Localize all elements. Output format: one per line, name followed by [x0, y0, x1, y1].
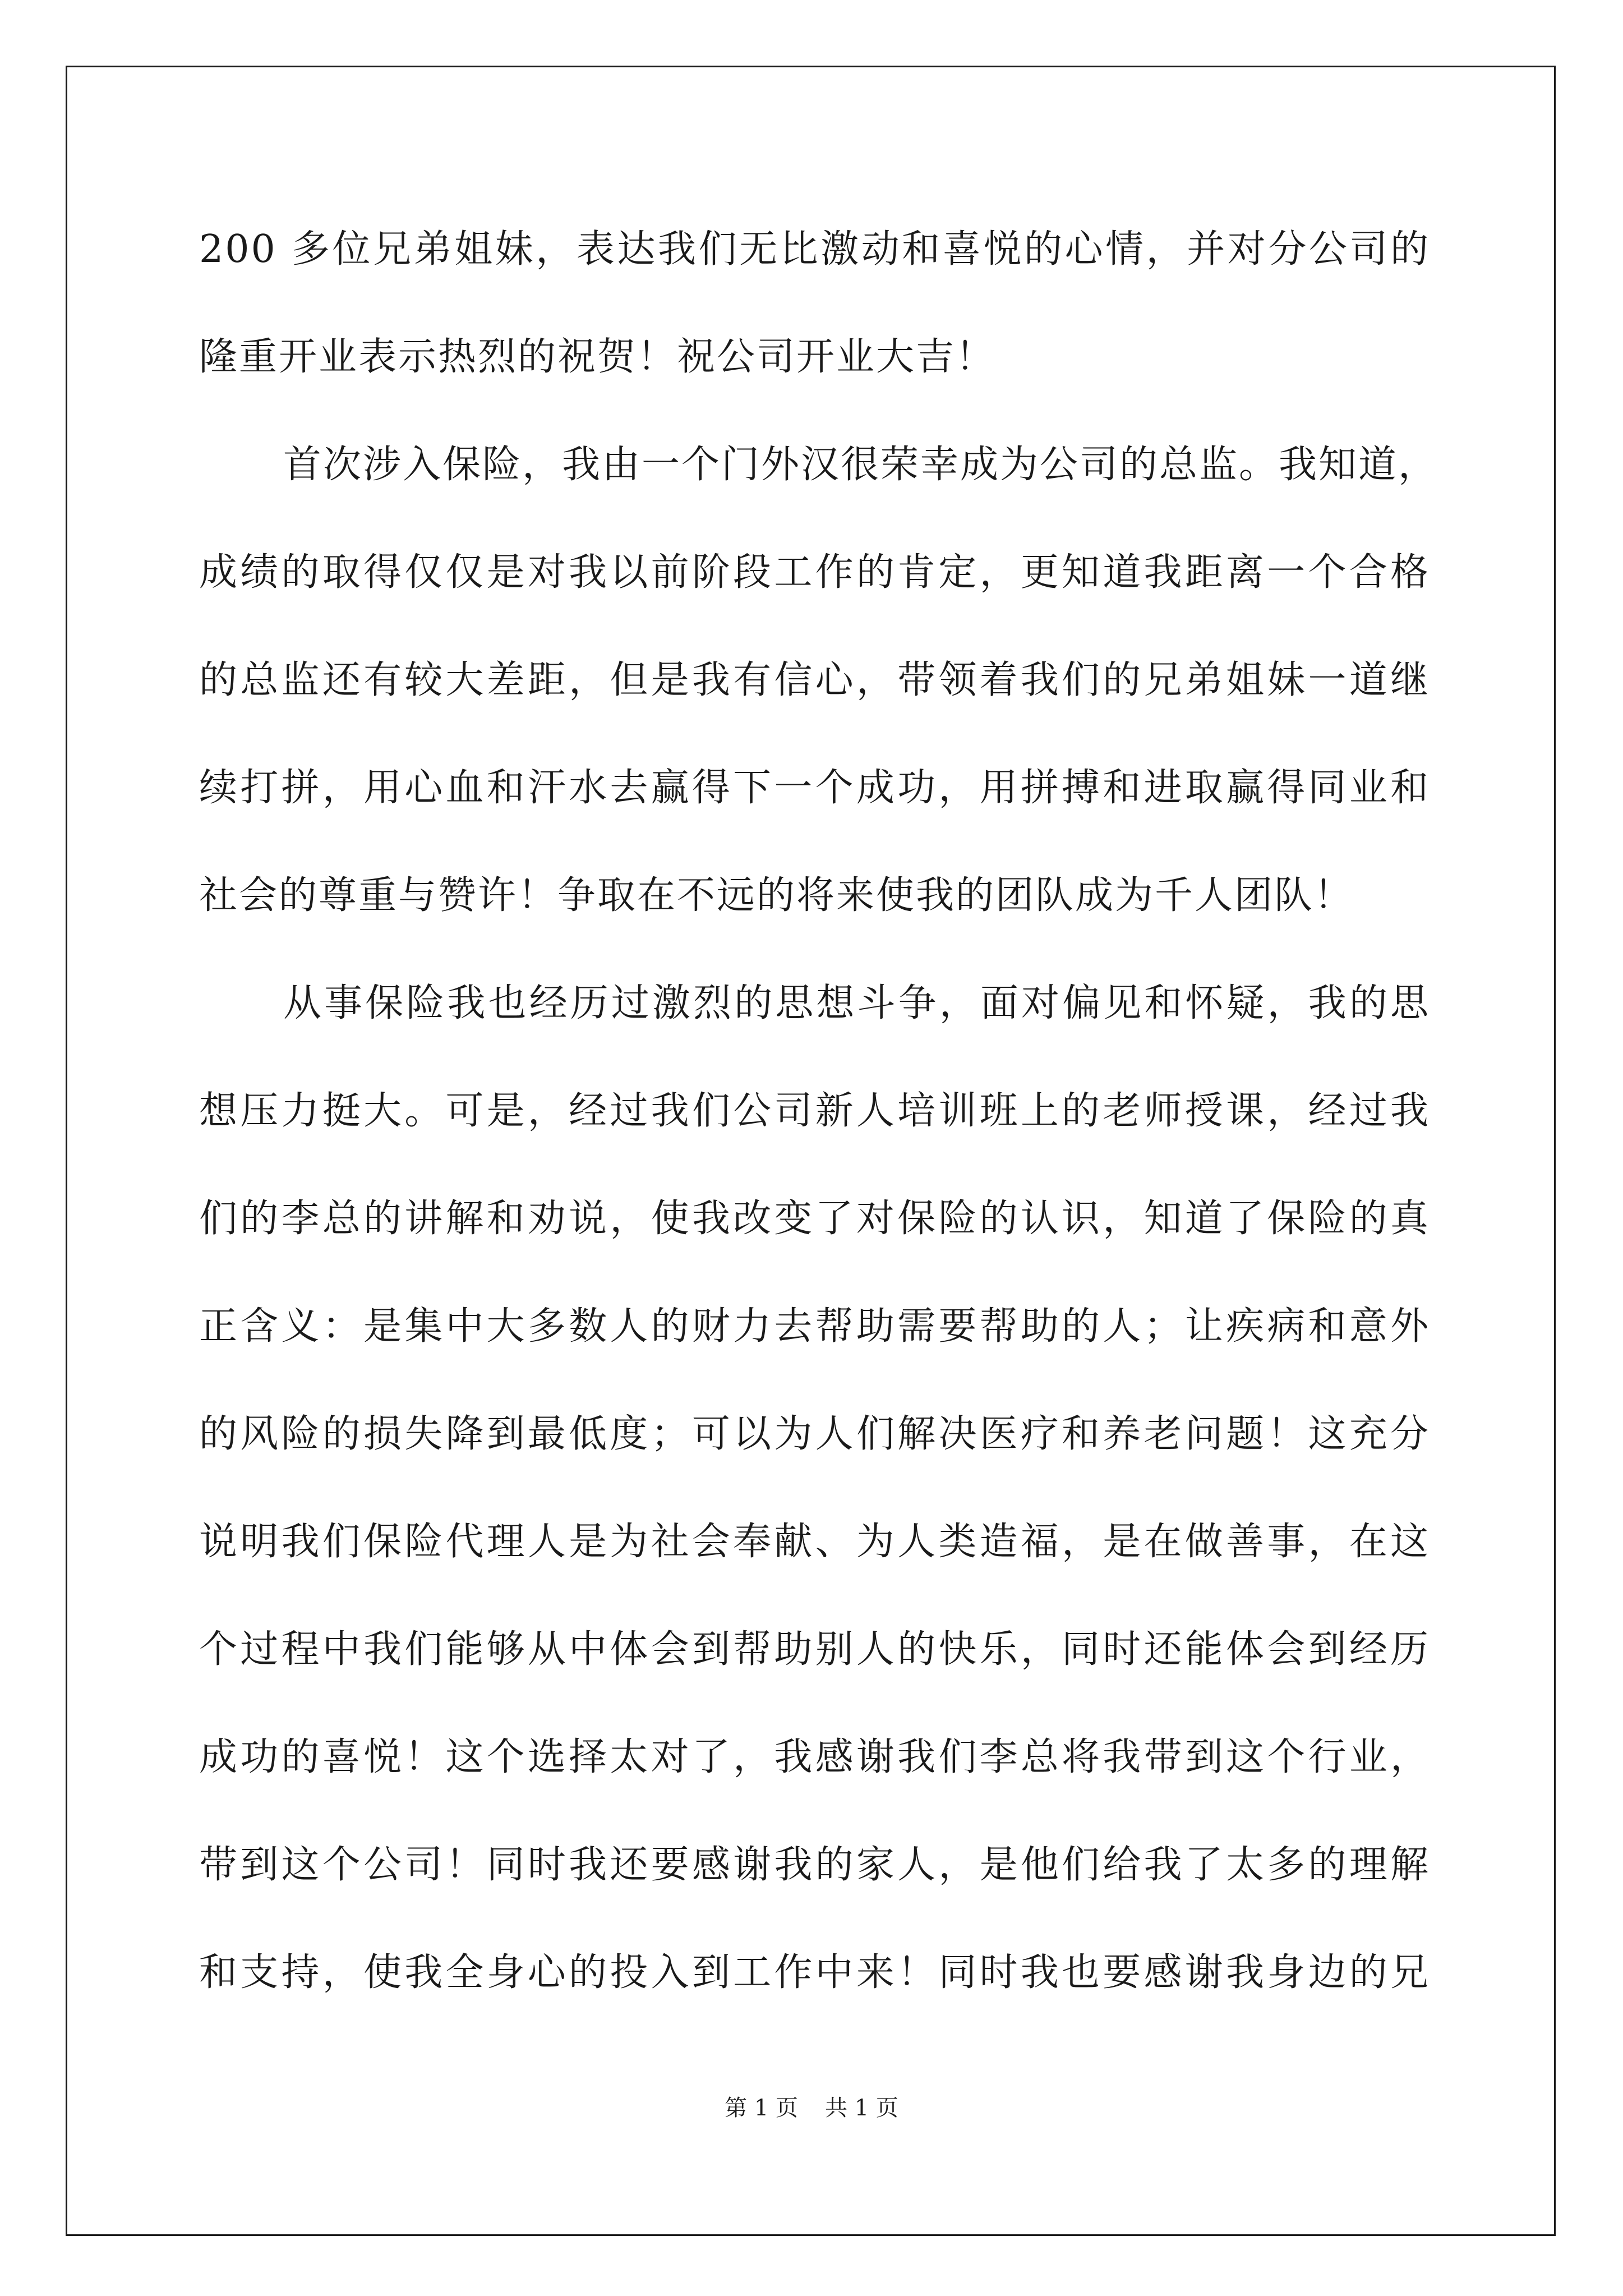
text-line: 的风险的损失降到最低度；可以为人们解决医疗和养老问题！这充分: [199, 1412, 1430, 1456]
text-line: 首次涉入保险，我由一个门外汉很荣幸成为公司的总监。我知道，: [283, 443, 1438, 487]
page-total: 共 1 页: [825, 2095, 898, 2121]
text-line: 带到这个公司！同时我还要感谢我的家人，是他们给我了太多的理解: [199, 1843, 1430, 1887]
text-line: 200 多位兄弟姐妹，表达我们无比激动和喜悦的心情，并对分公司的: [199, 227, 1430, 272]
text-line: 社会的尊重与赞许！争取在不远的将来使我的团队成为千人团队！: [199, 873, 1354, 918]
text-line: 们的李总的讲解和劝说，使我改变了对保险的认识，知道了保险的真: [199, 1197, 1430, 1241]
document-body: [199, 216, 1438, 2047]
text-line: 成功的喜悦！这个选择太对了，我感谢我们李总将我带到这个行业，: [199, 1735, 1430, 1779]
text-line: 想压力挺大。可是，经过我们公司新人培训班上的老师授课，经过我: [199, 1089, 1430, 1133]
text-line: 续打拼，用心血和汗水去赢得下一个成功，用拼搏和进取赢得同业和: [199, 766, 1430, 810]
text-line: 从事保险我也经历过激烈的思想斗争，面对偏见和怀疑，我的思: [283, 981, 1430, 1025]
page-number: 第 1 页: [725, 2095, 798, 2121]
text-line: 个过程中我们能够从中体会到帮助别人的快乐，同时还能体会到经历: [199, 1627, 1430, 1672]
text-line: 的总监还有较大差距，但是我有信心，带领着我们的兄弟姐妹一道继: [199, 658, 1430, 702]
page-footer: [0, 2090, 1623, 2122]
text-line: 正含义：是集中大多数人的财力去帮助需要帮助的人；让疾病和意外: [199, 1304, 1430, 1349]
text-line: 隆重开业表示热烈的祝贺！祝公司开业大吉！: [199, 335, 996, 379]
text-line: 成绩的取得仅仅是对我以前阶段工作的肯定，更知道我距离一个合格: [199, 550, 1430, 595]
text-line: 和支持，使我全身心的投入到工作中来！同时我也要感谢我身边的兄: [199, 1950, 1430, 1995]
text-line: 说明我们保险代理人是为社会奉献、为人类造福，是在做善事，在这: [199, 1520, 1430, 1564]
